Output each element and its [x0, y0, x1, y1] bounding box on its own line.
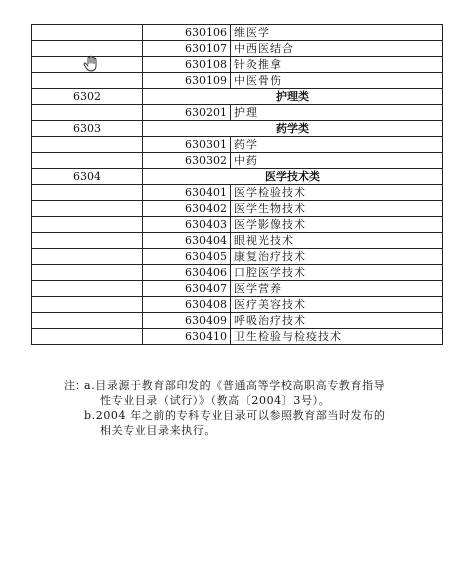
major-code: 630106 [143, 25, 231, 41]
category-name: 护理类 [143, 89, 443, 105]
major-row [32, 153, 443, 169]
category-cell-empty [32, 105, 143, 121]
major-code: 630401 [143, 185, 231, 201]
category-cell-empty [32, 217, 143, 233]
major-name: 药学 [231, 137, 443, 153]
category-cell-empty [32, 153, 143, 169]
major-code: 630409 [143, 313, 231, 329]
major-row [32, 329, 443, 345]
major-name: 眼视光技术 [231, 233, 443, 249]
major-name: 呼吸治疗技术 [231, 313, 443, 329]
major-row [32, 281, 443, 297]
category-code: 6303 [32, 121, 143, 137]
category-cell-empty [32, 185, 143, 201]
major-row [32, 233, 443, 249]
major-row [32, 105, 443, 121]
major-code: 630109 [143, 73, 231, 89]
category-cell-empty [32, 137, 143, 153]
category-row [32, 89, 443, 105]
footnote-b-line-2: 相关专业目录来执行。 [100, 424, 216, 437]
major-name: 维医学 [231, 25, 443, 41]
major-code: 630407 [143, 281, 231, 297]
hand-cursor-icon [82, 55, 100, 73]
category-cell-empty [32, 233, 143, 249]
category-name: 医学技术类 [143, 169, 443, 185]
major-name: 口腔医学技术 [231, 265, 443, 281]
category-row [32, 121, 443, 137]
category-code: 6304 [32, 169, 143, 185]
major-name: 中药 [231, 153, 443, 169]
major-name: 中西医结合 [231, 41, 443, 57]
major-name: 康复治疗技术 [231, 249, 443, 265]
major-row [32, 297, 443, 313]
major-row [32, 73, 443, 89]
major-row [32, 185, 443, 201]
major-name: 医学检验技术 [231, 185, 443, 201]
major-name: 卫生检验与检疫技术 [231, 329, 443, 345]
category-cell-empty [32, 265, 143, 281]
category-cell-empty [32, 329, 143, 345]
major-name: 医疗美容技术 [231, 297, 443, 313]
major-code: 630107 [143, 41, 231, 57]
major-code: 630402 [143, 201, 231, 217]
major-name: 中医骨伤 [231, 73, 443, 89]
footnotes [64, 378, 444, 438]
major-code: 630201 [143, 105, 231, 121]
major-name: 针灸推拿 [231, 57, 443, 73]
major-code: 630108 [143, 57, 231, 73]
major-row [32, 137, 443, 153]
major-name: 医学生物技术 [231, 201, 443, 217]
major-row [32, 313, 443, 329]
footnote-b-line-1: b.2004 年之前的专科专业目录可以参照教育部当时发布的 [84, 409, 386, 422]
category-cell-empty [32, 297, 143, 313]
footnote-b [64, 408, 444, 438]
major-code: 630403 [143, 217, 231, 233]
footnote-prefix: 注： [64, 379, 86, 392]
category-cell-empty [32, 73, 143, 89]
major-row [32, 249, 443, 265]
major-code: 630404 [143, 233, 231, 249]
footnote-a [64, 378, 444, 408]
major-row [32, 201, 443, 217]
category-row [32, 169, 443, 185]
major-code: 630406 [143, 265, 231, 281]
category-cell-empty [32, 281, 143, 297]
category-code: 6302 [32, 89, 143, 105]
major-row [32, 265, 443, 281]
category-cell-empty [32, 249, 143, 265]
category-cell-empty [32, 313, 143, 329]
major-code: 630410 [143, 329, 231, 345]
major-row [32, 25, 443, 41]
major-name: 医学影像技术 [231, 217, 443, 233]
major-code: 630301 [143, 137, 231, 153]
category-name: 药学类 [143, 121, 443, 137]
major-code: 630302 [143, 153, 231, 169]
major-name: 护理 [231, 105, 443, 121]
footnote-a-line-2: 性专业目录（试行）》（教高〔2004〕3号）。 [100, 394, 331, 407]
major-row [32, 217, 443, 233]
category-cell-empty [32, 25, 143, 41]
major-code: 630408 [143, 297, 231, 313]
major-name: 医学营养 [231, 281, 443, 297]
footnote-a-line-1: a.目录源于教育部印发的《普通高等学校高职高专教育指导 [84, 379, 386, 392]
major-code: 630405 [143, 249, 231, 265]
category-cell-empty [32, 201, 143, 217]
